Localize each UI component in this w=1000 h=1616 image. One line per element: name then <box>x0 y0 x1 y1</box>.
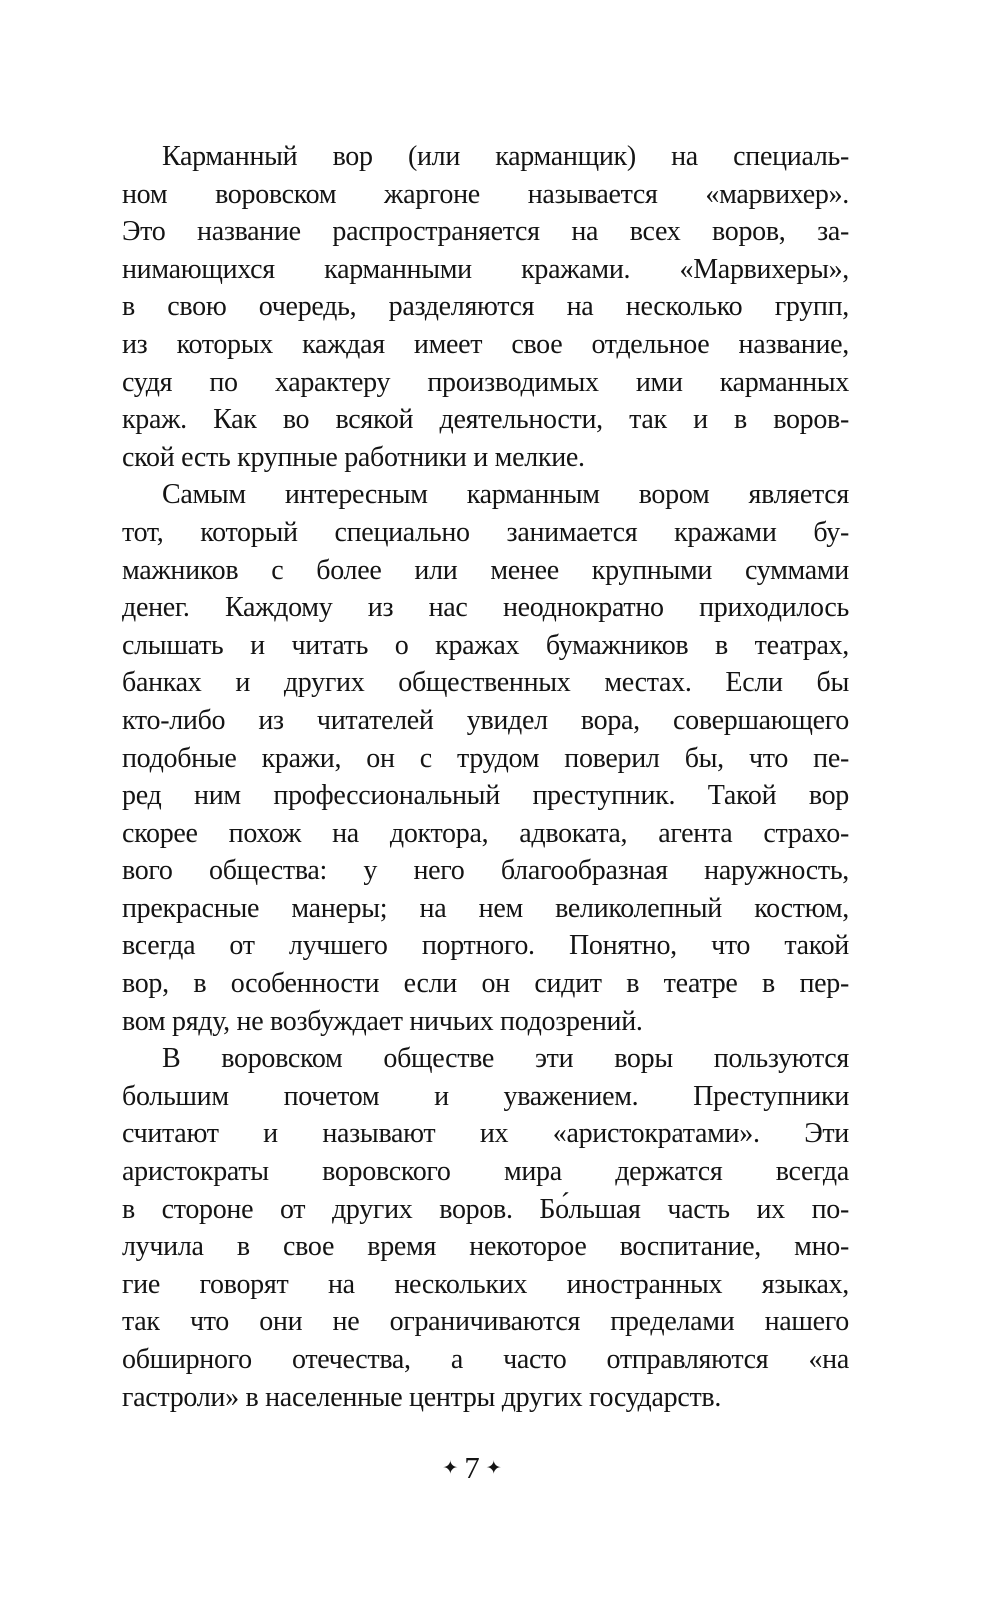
text-line: ред ним профессиональный преступник. Такой вор <box>122 780 849 812</box>
text-line: гие говорят на нескольких иностранных языках, <box>122 1268 849 1300</box>
text-line: нимающихся карманными кражами. «Марвихеры», <box>122 253 849 285</box>
page-text <box>122 138 849 1416</box>
text-line: скорее похож на доктора, адвоката, агента страхо- <box>122 817 849 849</box>
text-line: краж. Как во всякой деятельности, так и в воров- <box>122 404 849 436</box>
paragraph <box>122 138 849 476</box>
text-line: слышать и читать о кражах бумажников в театрах, <box>122 629 849 661</box>
text-line: В воровском обществе эти воры пользуются <box>162 1043 849 1075</box>
text-line: аристократы воровского мира держатся всегда <box>122 1156 849 1188</box>
text-line: Карманный вор (или карманщик) на специаль- <box>162 141 849 172</box>
paragraph <box>122 1040 849 1416</box>
text-line: Самым интересным карманным вором является <box>162 479 849 511</box>
text-line: подобные кражи, он с трудом поверил бы, что пе- <box>122 742 849 774</box>
text-line: тот, который специально занимается кражами бу- <box>122 516 849 548</box>
text-line: судя по характеру производимых ими карманных <box>122 366 849 398</box>
page-footer <box>122 1448 822 1489</box>
text-line: ской есть крупные работники и мелкие. <box>122 441 585 473</box>
text-line: так что они не ограничиваются пределами нашего <box>122 1306 849 1338</box>
text-line: вом ряду, не возбуждает ничьих подозрений. <box>122 1005 643 1037</box>
footer-ornament-left-icon: ✦ <box>442 1458 459 1479</box>
text-line: большим почетом и уважением. Преступники <box>122 1080 849 1112</box>
text-line: из которых каждая имеет свое отдельное название, <box>122 328 849 360</box>
text-line: обширного отечества, а часто отправляются «на <box>122 1344 849 1375</box>
text-line: банках и других общественных местах. Если бы <box>122 667 849 699</box>
text-line: в свою очередь, разделяются на несколько групп, <box>122 291 849 323</box>
text-line: вор, в особенности если он сидит в театре в пер- <box>122 968 849 1000</box>
paragraph <box>122 476 849 1040</box>
page-number: 7 <box>464 1450 480 1485</box>
footer-ornament-right-icon: ✦ <box>485 1458 502 1479</box>
text-line: в стороне от других воров. Бо́льшая часть их по- <box>122 1193 849 1225</box>
text-line: ном воровском жаргоне называется «марвихер». <box>122 178 849 210</box>
text-line: денег. Каждому из нас неоднократно приходилось <box>122 592 849 624</box>
text-line: вого общества: у него благообразная наружность, <box>122 855 849 887</box>
text-line: гастроли» в населенные центры других государств. <box>122 1381 722 1413</box>
text-line: лучила в свое время некоторое воспитание, мно- <box>122 1231 849 1263</box>
text-line: Это название распространяется на всех воров, за- <box>122 216 849 248</box>
text-line: считают и называют их «аристократами». Эти <box>122 1118 849 1150</box>
text-line: всегда от лучшего портного. Понятно, что такой <box>122 930 849 962</box>
text-line: мажников с более или менее крупными суммами <box>122 554 849 586</box>
text-line: кто-либо из читателей увидел вора, совершающего <box>122 704 849 736</box>
text-line: прекрасные манеры; на нем великолепный костюм, <box>122 892 849 924</box>
